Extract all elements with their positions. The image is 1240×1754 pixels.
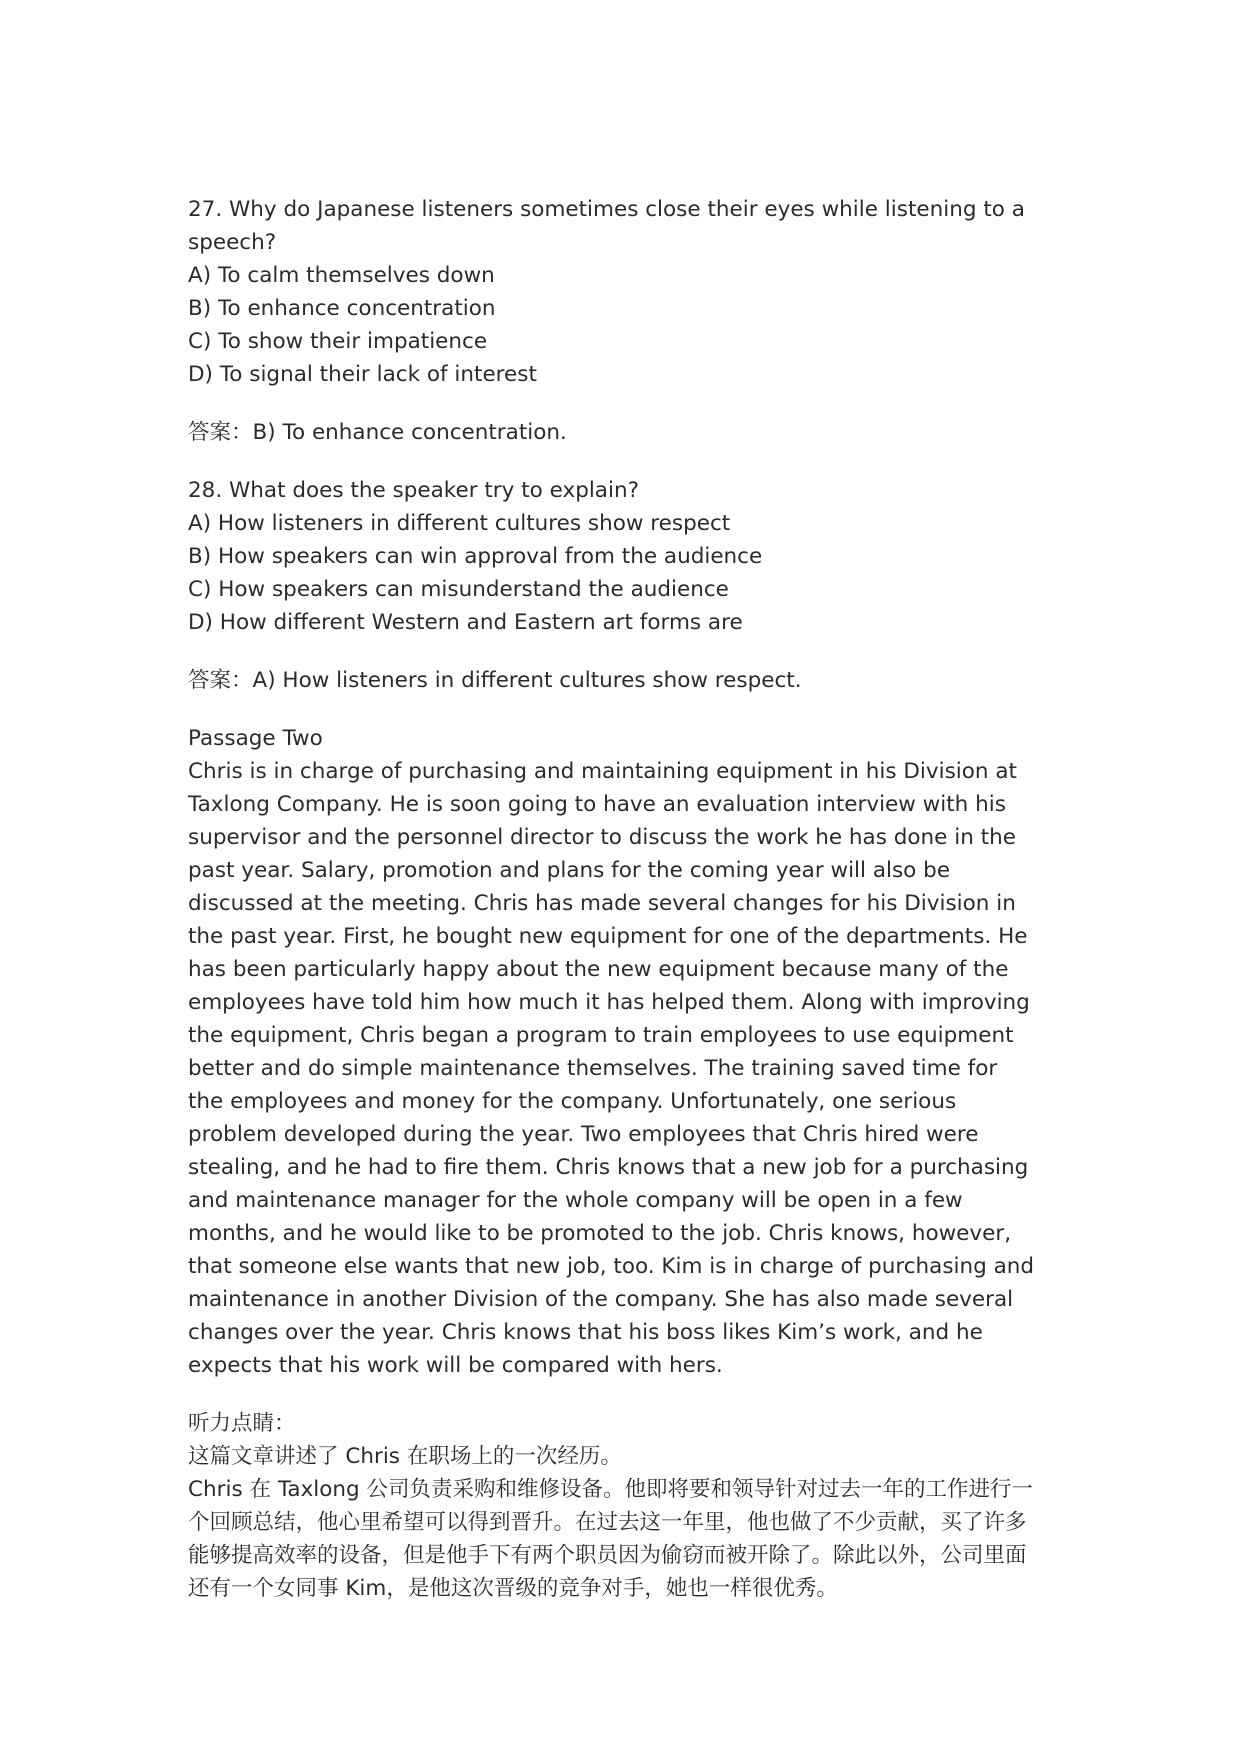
question-27-option-d: D) To signal their lack of interest [188,362,537,387]
passage-line: the employees and money for the company. Unfortunately, one serious [188,1089,957,1114]
question-28-option-c: C) How speakers can misunderstand the audience [188,577,729,602]
passage-line: expects that his work will be compared with hers. [188,1353,723,1378]
passage-line: better and do simple maintenance themselves. The training saved time for [188,1056,998,1081]
question-27-text-line-2: speech? [188,230,277,255]
question-28-option-b: B) How speakers can win approval from the audience [188,544,763,569]
passage-line: Taxlong Company. He is soon going to have an evaluation interview with his [188,792,1006,817]
passage-two [188,722,1068,1382]
passage-line: changes over the year. Chris knows that his boss likes Kim’s work, and he [188,1320,983,1345]
document-page [188,193,1068,1605]
passage-line: the equipment, Chris began a program to train employees to use equipment [188,1023,1014,1048]
passage-line: Chris is in charge of purchasing and maintaining equipment in his Division at [188,759,1017,784]
passage-line: past year. Salary, promotion and plans for the coming year will also be [188,858,951,883]
question-28-option-a: A) How listeners in different cultures show respect [188,511,731,536]
passage-line: problem developed during the year. Two employees that Chris hired were [188,1122,979,1147]
question-27-answer: 答案：B) To enhance concentration. [188,420,567,445]
notes-line: 能够提高效率的设备，但是他手下有两个职员因为偷窃而被开除了。除此以外，公司里面 [188,1543,1027,1568]
passage-line: months, and he would like to be promoted to the job. Chris knows, however, [188,1221,1012,1246]
notes-line: 还有一个女同事 Kim，是他这次晋级的竞争对手，她也一样很优秀。 [188,1576,838,1601]
notes-line: Chris 在 Taxlong 公司负责采购和维修设备。他即将要和领导针对过去一年的工作进行一 [188,1477,1034,1502]
passage-line: the past year. First, he bought new equipment for one of the departments. He [188,924,1028,949]
passage-line: discussed at the meeting. Chris has made several changes for his Division in [188,891,1016,916]
question-27-option-b: B) To enhance concentration [188,296,496,321]
question-28-text-line-1: 28. What does the speaker try to explain? [188,478,639,503]
passage-line: maintenance in another Division of the company. She has also made several [188,1287,1014,1312]
passage-line: supervisor and the personnel director to discuss the work he has done in the [188,825,1016,850]
question-27-option-a: A) To calm themselves down [188,263,495,288]
notes-line: 个回顾总结，他心里希望可以得到晋升。在过去这一年里，他也做了不少贡献，买了许多 [188,1510,1027,1535]
question-28 [188,474,1068,639]
notes-summary: 这篇文章讲述了 Chris 在职场上的一次经历。 [188,1444,622,1469]
passage-line: that someone else wants that new job, too. Kim is in charge of purchasing and [188,1254,1035,1279]
passage-line: employees have told him how much it has helped them. Along with improving [188,990,1030,1015]
passage-title: Passage Two [188,726,323,751]
question-27-text-line-1: 27. Why do Japanese listeners sometimes close their eyes while listening to a [188,197,1025,222]
passage-line: and maintenance manager for the whole company will be open in a few [188,1188,963,1213]
question-27 [188,193,1068,391]
listening-notes [188,1407,1068,1605]
question-27-option-c: C) To show their impatience [188,329,488,354]
question-28-answer: 答案：A) How listeners in different cultures show respect. [188,668,802,693]
passage-line: has been particularly happy about the new equipment because many of the [188,957,1009,982]
question-28-option-d: D) How different Western and Eastern art forms are [188,610,743,635]
notes-heading: 听力点睛： [188,1411,296,1436]
passage-line: stealing, and he had to fire them. Chris knows that a new job for a purchasing [188,1155,1029,1180]
